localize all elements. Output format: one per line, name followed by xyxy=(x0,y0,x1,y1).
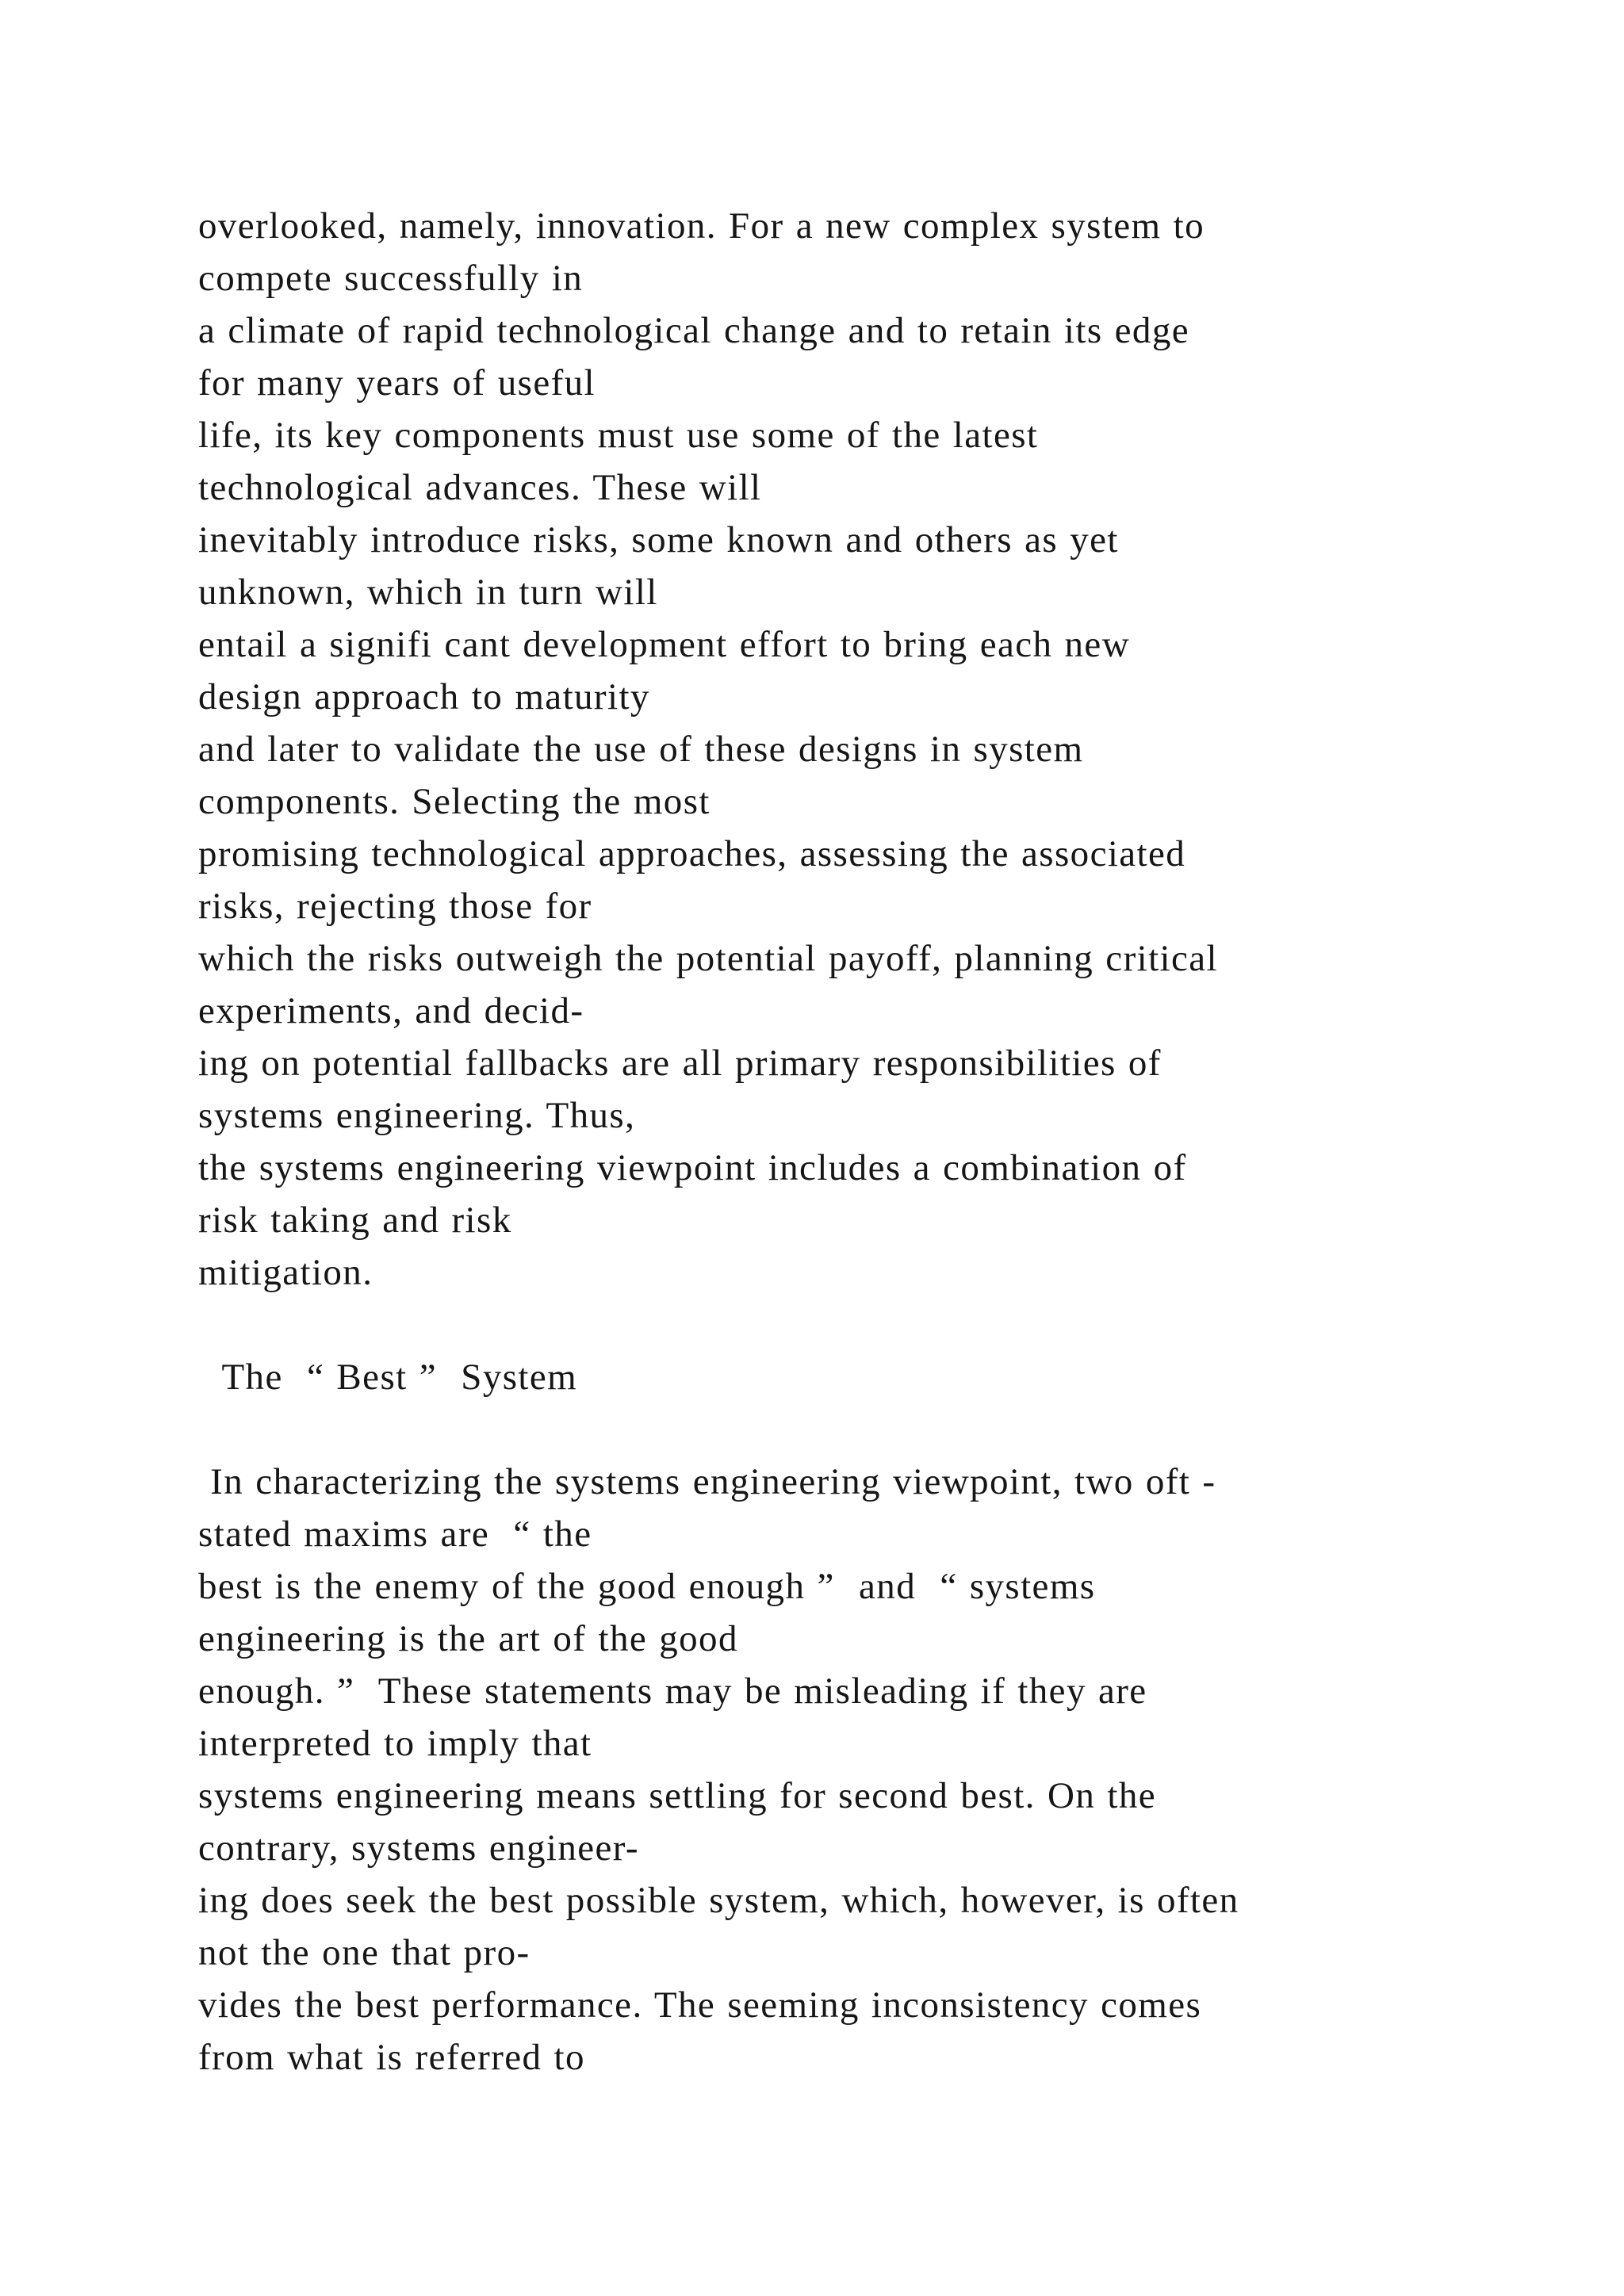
text-line: systems engineering. Thus, xyxy=(198,1095,636,1136)
text-line: overlooked, namely, innovation. For a new complex system to xyxy=(198,205,1205,247)
text-line: systems engineering means settling for second best. On the xyxy=(198,1775,1156,1816)
text-line: entail a signifi cant development effort to bring each new xyxy=(198,624,1131,665)
text-line: not the one that pro- xyxy=(198,1932,530,1973)
text-line: enough. ” These statements may be misleading if they are xyxy=(198,1670,1147,1712)
text-line: vides the best performance. The seeming inconsistency comes xyxy=(198,1984,1202,2026)
text-line: interpreted to imply that xyxy=(198,1723,592,1764)
text-line: contrary, systems engineer- xyxy=(198,1827,639,1869)
section-heading: The “ Best ” System xyxy=(198,1357,578,1398)
text-line: for many years of useful xyxy=(198,362,596,404)
text-line: technological advances. These will xyxy=(198,467,762,508)
text-line: the systems engineering viewpoint includes a combination of xyxy=(198,1147,1187,1188)
text-line: stated maxims are “ the xyxy=(198,1513,592,1555)
text-line: from what is referred to xyxy=(198,2037,585,2078)
text-line: and later to validate the use of these designs in system xyxy=(198,729,1084,770)
paragraph-innovation xyxy=(198,200,1435,1299)
text-line: a climate of rapid technological change and to retain its edge xyxy=(198,310,1189,351)
text-line: components. Selecting the most xyxy=(198,781,710,822)
text-line: In characterizing the systems engineering viewpoint, two oft - xyxy=(198,1461,1216,1502)
text-line: engineering is the art of the good xyxy=(198,1618,738,1659)
text-line: mitigation. xyxy=(198,1252,373,1293)
text-line: compete successfully in xyxy=(198,258,584,299)
paragraph-best-system xyxy=(198,1456,1435,2084)
text-line: design approach to maturity xyxy=(198,676,650,718)
text-line: risk taking and risk xyxy=(198,1200,512,1241)
text-line: ing on potential fallbacks are all primary responsibilities of xyxy=(198,1043,1162,1084)
text-line: experiments, and decid- xyxy=(198,990,584,1031)
text-line: unknown, which in turn will xyxy=(198,572,658,613)
text-line: life, its key components must use some of the latest xyxy=(198,415,1039,456)
text-line: inevitably introduce risks, some known and others as yet xyxy=(198,519,1119,561)
text-line: ing does seek the best possible system, which, however, is often xyxy=(198,1880,1239,1921)
text-line: promising technological approaches, assessing the associated xyxy=(198,833,1186,874)
section-heading-best-system xyxy=(198,1351,1435,1403)
text-line: risks, rejecting those for xyxy=(198,886,592,927)
text-line: which the risks outweigh the potential payoff, planning critical xyxy=(198,938,1218,979)
text-line: best is the enemy of the good enough ” and “ systems xyxy=(198,1566,1096,1607)
